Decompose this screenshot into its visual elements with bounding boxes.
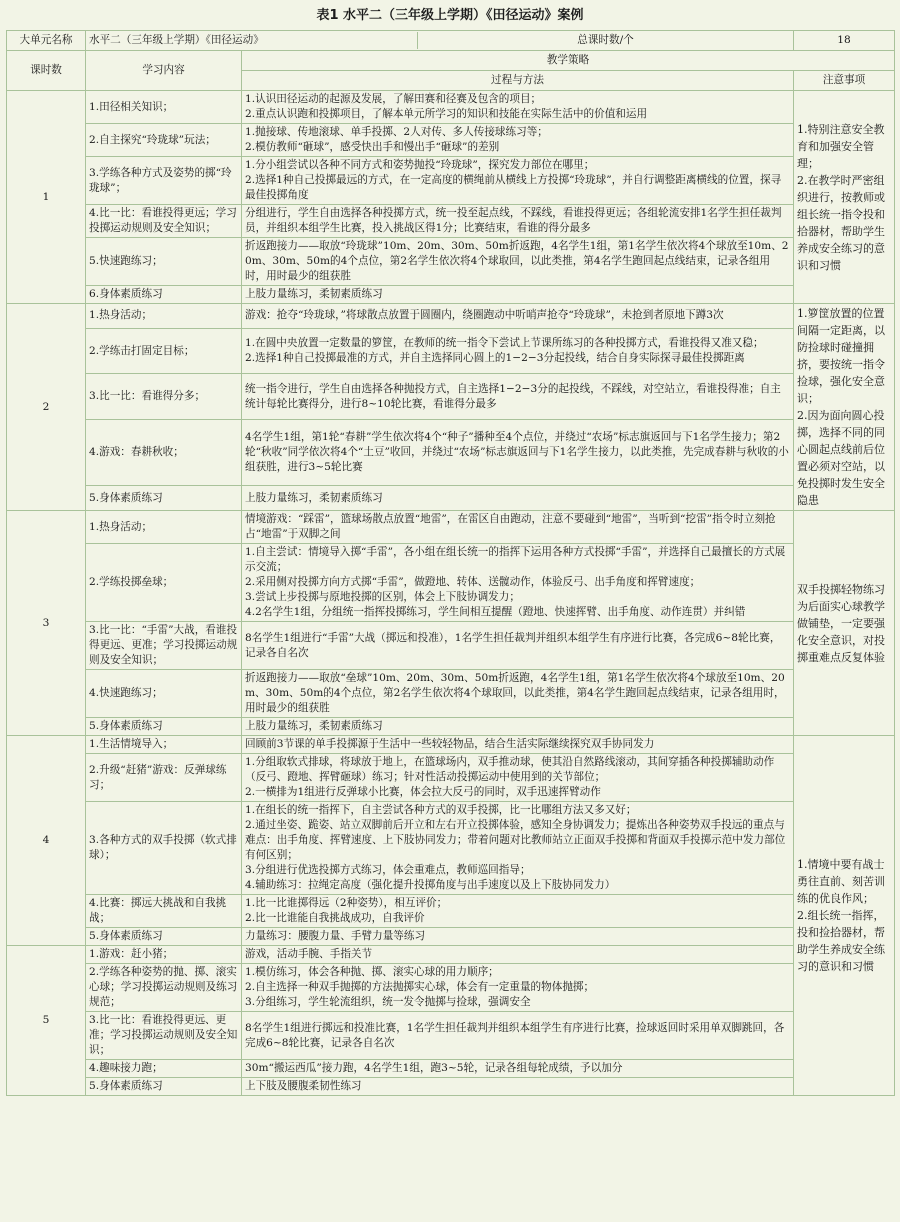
process-method-cell (242, 419, 794, 485)
table-row (7, 928, 895, 946)
header-notes: 注意事项 (794, 71, 895, 91)
text-line: 1.抛接球、传地滚球、单手投掷、2人对传、多人传接球练习等； (245, 126, 548, 138)
text-line: 3.学练各种方式及姿势的掷“玲珑球”； (89, 166, 232, 194)
text-line: 2.学练各种姿势的抛、掷、滚实心球；学习投掷运动规则及练习规范； (89, 966, 238, 1008)
table-row (7, 328, 895, 374)
learning-content-cell (86, 304, 242, 329)
text-line: 2.通过坐姿、跪姿、站立双脚前后开立和左右开立投掷体验，感知全身协调发力；提炼出各种姿势双手投远的重点与难点：出手角度、挥臂速度、上下肢协同发力；带着问题对比教师站立正面双手投掷和背面双手投掷示范中发力部位有何区别； (245, 819, 786, 861)
process-method-cell (242, 544, 794, 622)
process-method-cell (242, 486, 794, 511)
process-method-cell (242, 802, 794, 895)
text-line: 1.分组取软式排球，将球放于地上，在篮球场内，双手推动球，使其沿自然路线滚动，其间穿插各种投掷辅助动作（反弓、蹬地、挥臂砸球）练习；针对性活动投掷运动中使用到的关节部位； (245, 756, 775, 783)
text-line: 1.田径相关知识； (89, 100, 174, 113)
process-method-cell (242, 205, 794, 238)
table-row (7, 964, 895, 1012)
lesson-number: 3 (7, 511, 86, 736)
text-line: 1.在圆中央放置一定数量的箩筐，在教师的统一指令下尝试上节课所练习的各种投掷方式，看谁投得又准又稳； (245, 337, 764, 350)
table-row (7, 157, 895, 205)
text-line: 3.分组进行优选投掷方式练习，体会重难点，教师巡回指导； (245, 864, 531, 876)
table-row (7, 622, 895, 670)
text-line: 1.特别注意安全教育和加强安全管理； (797, 122, 885, 170)
learning-content-cell (86, 91, 242, 124)
table-row (7, 511, 895, 544)
header-row-1 (7, 51, 895, 71)
text-line: 1.自主尝试：情境导入掷“手雷”，各小组在组长统一的指挥下运用各种方式投掷“手雷”，并选择自己最擅长的方式展示交流； (245, 546, 786, 573)
learning-content-cell (86, 486, 242, 511)
table-row (7, 946, 895, 964)
text-line: 1.认识田径运动的起源及发展，了解田赛和径赛及包含的项目； (245, 93, 542, 105)
learning-content-cell (86, 511, 242, 544)
text-line: 2.在教学时严密组织进行，按教师或组长统一指令投和拾器材，帮助学生养成安全练习的意识和习惯 (797, 173, 886, 272)
process-method-cell (242, 157, 794, 205)
table-row (7, 802, 895, 895)
learning-content-cell (86, 754, 242, 802)
text-line: 8名学生1组进行掷远和投准比赛，1名学生担任裁判并组织本组学生有序进行比赛，捡球返回时采用单双脚跳回，各完成6~8轮比赛，记录各自名次 (245, 1021, 785, 1049)
table-row (7, 304, 895, 329)
text-line: 3.各种方式的双手投掷（软式排球）； (89, 834, 237, 861)
process-method-cell (242, 328, 794, 374)
text-line: 2.升级“赶猪”游戏：反弹球练习； (89, 763, 227, 791)
text-line: 4.快速跑练习； (89, 687, 163, 699)
text-line: 1.比一比谁掷得远（2种姿势），相互评价； (245, 897, 448, 909)
learning-content-cell (86, 928, 242, 946)
text-line: 4.趣味接力跑； (89, 1062, 163, 1074)
text-line: 1.在组长的统一指挥下，自主尝试各种方式的双手投掷，比一比哪组方法又多又好； (245, 804, 637, 816)
learning-content-cell (86, 718, 242, 736)
text-line: 游戏：抢夺“玲珑球，”将球散点放置于圆圈内，绕圈跑动中听哨声抢夺“玲珑球”，未抢到者原地下蹲3次 (245, 309, 724, 322)
unit-name-cell (86, 31, 794, 51)
text-line: 回顾前3节课的单手投掷源于生活中一些较轻物品，结合生活实际继续探究双手协同发力 (245, 738, 655, 750)
lesson-number: 5 (7, 946, 86, 1096)
learning-content-cell (86, 238, 242, 286)
text-line: 上肢力量练习，柔韧素质练习 (245, 491, 383, 504)
lesson-number: 4 (7, 736, 86, 946)
text-line: 分组进行，学生自由选择各种投掷方式，统一投至起点线，不踩线，看谁投得更远；各组轮流安排1名学生担任裁判员，并组织本组学生比赛，投入挑战区得1分；比赛结束，看谁的得分最多 (245, 207, 782, 234)
learning-content-cell (86, 736, 242, 754)
text-line: 2.重点认识跑和投掷项目，了解本单元所学习的知识和技能在实际生活中的价值和运用 (245, 108, 648, 120)
text-line: 5.身体素质练习 (89, 1080, 163, 1092)
learning-content-cell (86, 1012, 242, 1060)
text-line: 折返跑接力——取放“玲珑球”10m、20m、30m、50m折返跑，4名学生1组，第1名学生依次将4个球放至10m、20m、30m、50m的4个点位，第2名学生依次将4个球取回，以此类推，第4名学生跑回起点线结束，记录各组用时，用时最少的组获胜 (245, 240, 789, 282)
text-line: 6.身体素质练习 (89, 288, 163, 300)
text-line: 2.组长统一指挥，投和捡拾器材，帮助学生养成安全练习的意识和习惯 (797, 909, 886, 973)
table-row (7, 718, 895, 736)
learning-content-cell (86, 670, 242, 718)
text-line: 游戏，活动手腕、手指关节 (245, 948, 373, 960)
text-line: 上下肢及腰腹柔韧性练习 (245, 1080, 362, 1092)
text-line: 4.比一比：看谁投得更远；学习投掷运动规则及安全知识； (89, 207, 237, 234)
text-line: 4.比赛：掷远大挑战和自我挑战； (89, 897, 227, 924)
table-row (7, 544, 895, 622)
text-line: 5.身体素质练习 (89, 930, 163, 942)
meta-row (7, 31, 895, 51)
text-line: 2.选择1种自己投掷最准的方式，并自主选择同心圆上的1−2−3分起投线，结合自身实际探寻最佳投掷距离 (245, 352, 745, 365)
table-row (7, 670, 895, 718)
process-method-cell (242, 374, 794, 420)
text-line: 2.学练投掷垒球； (89, 576, 174, 588)
text-line: 情境游戏：“踩雷”，篮球场散点放置“地雷”，在雷区自由跑动，注意不要碰到“地雷”，当听到“挖雷”指令时立刻抢占“地雷”于双脚之间 (245, 513, 776, 540)
table-row (7, 754, 895, 802)
text-line: 2.自主探究“玲珑球”玩法； (89, 133, 216, 146)
learning-content-cell (86, 946, 242, 964)
learning-content-cell (86, 286, 242, 304)
learning-content-cell (86, 622, 242, 670)
process-method-cell (242, 670, 794, 718)
process-method-cell (242, 946, 794, 964)
text-line: 3.比一比：看谁投得更远、更准；学习投掷运动规则及安全知识； (89, 1014, 238, 1056)
process-method-cell (242, 304, 794, 329)
text-line: 1.分小组尝试以各种不同方式和姿势抛投“玲珑球”，探究发力部位在哪里； (245, 159, 595, 171)
table-row (7, 1060, 895, 1078)
learning-content-cell (86, 544, 242, 622)
text-line: 2.选择1种自己投掷最远的方式，在一定高度的横绳前从横线上方投掷“玲珑球”，并自行调整距离横线的位置，探寻最佳投掷角度 (245, 174, 782, 201)
text-line: 4.游戏：春耕秋收； (89, 446, 184, 458)
text-line: 3.尝试上步投掷与原地投掷的区别，体会上下肢协调发力； (245, 591, 520, 603)
process-method-cell (242, 1012, 794, 1060)
table-row (7, 374, 895, 420)
learning-content-cell (86, 1078, 242, 1096)
table-row (7, 419, 895, 485)
table-row (7, 736, 895, 754)
text-line: 1.游戏：赶小猪； (89, 948, 174, 960)
header-process: 过程与方法 (242, 71, 794, 91)
text-line: 上肢力量练习，柔韧素质练习 (245, 288, 383, 300)
text-line: 5.快速跑练习； (89, 255, 163, 267)
learning-content-cell (86, 802, 242, 895)
notes-cell (794, 304, 895, 511)
header-lesson: 课时数 (7, 51, 86, 91)
table-caption: 表1 水平二（三年级上学期）《田径运动》案例 (316, 8, 584, 23)
text-line: 2.采用侧对投掷方向方式掷“手雷”，做蹬地、转体、送髋动作，体验反弓、出手角度和挥臂速度； (245, 576, 701, 588)
text-line: 1.情境中要有战士勇往直前、刻苦训练的优良作风； (797, 858, 886, 905)
table-row (7, 238, 895, 286)
process-method-cell (242, 238, 794, 286)
learning-content-cell (86, 895, 242, 928)
learning-content-cell (86, 328, 242, 374)
lesson-number: 1 (7, 91, 86, 304)
text-line: 3.分组练习，学生轮流组织，统一发令抛掷与捡球，强调安全 (245, 996, 531, 1008)
process-method-cell (242, 718, 794, 736)
text-line: 2.因为面向圆心投掷，选择不同的同心圆起点线前后位置必须对空站，以免投掷时发生安全隐患 (797, 409, 886, 507)
process-method-cell (242, 91, 794, 124)
text-line: 2.学练击打固定目标； (89, 344, 195, 357)
process-method-cell (242, 964, 794, 1012)
table-row (7, 895, 895, 928)
table-row (7, 124, 895, 157)
notes-cell (794, 91, 895, 304)
process-method-cell (242, 754, 794, 802)
table-row (7, 286, 895, 304)
text-line: 2.模仿教师“砸球”，感受快出手和慢出手“砸球”的差别 (245, 141, 500, 153)
process-method-cell (242, 622, 794, 670)
text-line: 4.辅助练习：拉绳定高度（强化提升投掷角度与出手速度以及上下肢协同发力） (245, 879, 616, 891)
process-method-cell (242, 736, 794, 754)
text-line: 3.比一比：看谁得分多； (89, 390, 206, 403)
text-line: 3.比一比：“手雷”大战，看谁投得更远、更准；学习投掷运动规则及安全知识； (89, 624, 238, 666)
learning-content-cell (86, 964, 242, 1012)
text-line: 1.箩筐放置的位置间隔一定距离，以防捡球时碰撞拥挤，要按统一指令捡球，强化安全意识； (797, 307, 886, 405)
text-line: 8名学生1组进行“手雷”大战（掷远和投准），1名学生担任裁判并组织本组学生有序进行比赛，各完成6~8轮比赛，记录各自名次 (245, 631, 781, 659)
text-line: 力量练习：腰腹力量、手臂力量等练习 (245, 930, 426, 942)
lesson-plan-table (6, 30, 895, 1096)
process-method-cell (242, 124, 794, 157)
text-line: 4.2名学生1组，分组统一指挥投掷练习，学生间相互提醒（蹬地、快速挥臂、出手角度、动作连贯）并纠错 (245, 606, 746, 618)
text-line: 1.模仿练习，体会各种抛、掷、滚实心球的用力顺序； (245, 966, 499, 978)
learning-content-cell (86, 124, 242, 157)
header-strategy: 教学策略 (242, 51, 895, 71)
table-row (7, 1078, 895, 1096)
lesson-number: 2 (7, 304, 86, 511)
text-line: 30m“搬运西瓜”接力跑，4名学生1组，跑3~5轮，记录各组每轮成绩，予以加分 (245, 1062, 623, 1074)
text-line: 5.身体素质练习 (89, 720, 163, 732)
text-line: 上肢力量练习，柔韧素质练习 (245, 720, 383, 732)
text-line: 折返跑接力——取放“垒球”10m、20m、30m、50m折返跑，4名学生1组，第1名学生依次将4个球放至10m、20m、30m、50m的4个点位，第2名学生依次将4个球取回，以此类推，第4名学生跑回起点线结束，记录各组用时，用时最少的组获胜 (245, 672, 785, 714)
unit-name-label: 大单元名称 (7, 31, 86, 51)
process-method-cell (242, 511, 794, 544)
table-body (7, 31, 895, 1096)
header-content: 学习内容 (86, 51, 242, 91)
process-method-cell (242, 1060, 794, 1078)
table-row (7, 91, 895, 124)
text-line: 双手投掷轻物练习为后面实心球教学做铺垫，一定要强化安全意识，对投掷重难点反复体验 (797, 582, 886, 664)
notes-cell (794, 511, 895, 736)
total-lessons-label: 总课时数/个 (577, 34, 634, 46)
unit-name-value: 水平二（三年级上学期）《田径运动》 (86, 32, 418, 49)
table-row (7, 205, 895, 238)
text-line: 2.一横排为1组进行反弹球小比赛，体会拉大反弓的同时，双手迅速挥臂动作 (245, 786, 601, 798)
learning-content-cell (86, 205, 242, 238)
table-row (7, 486, 895, 511)
process-method-cell (242, 928, 794, 946)
text-line: 1.生活情境导入； (89, 738, 174, 750)
notes-cell (794, 736, 895, 1096)
total-lessons-value: 18 (794, 31, 895, 51)
text-line: 统一指令进行，学生自由选择各种抛投方式，自主选择1−2−3分的起投线，不踩线，对空站立，看谁投得准；自主统计每轮比赛得分，进行8~10轮比赛，看谁得分最多 (245, 382, 781, 410)
process-method-cell (242, 1078, 794, 1096)
text-line: 1.热身活动； (89, 520, 153, 533)
process-method-cell (242, 895, 794, 928)
learning-content-cell (86, 419, 242, 485)
text-line: 4名学生1组，第1轮“春耕”学生依次将4个“种子”播种至4个点位，并绕过“农场”标志旗返回与下1名学生接力；第2轮“秋收”同学依次将4个“土豆”收回，并绕过“农场”标志旗返回与下1名学生接力，以此类推，先完成春耕与秋收的小组获胜，进行3~5轮比赛 (245, 431, 789, 473)
learning-content-cell (86, 1060, 242, 1078)
table-row (7, 1012, 895, 1060)
text-line: 2.自主选择一种双手抛掷的方法抛掷实心球，体会有一定重量的物体抛掷； (245, 981, 595, 993)
text-line: 1.热身活动； (89, 309, 153, 322)
learning-content-cell (86, 374, 242, 420)
learning-content-cell (86, 157, 242, 205)
text-line: 2.比一比谁能自我挑战成功，自我评价 (245, 912, 425, 924)
text-line: 5.身体素质练习 (89, 491, 163, 504)
process-method-cell (242, 286, 794, 304)
